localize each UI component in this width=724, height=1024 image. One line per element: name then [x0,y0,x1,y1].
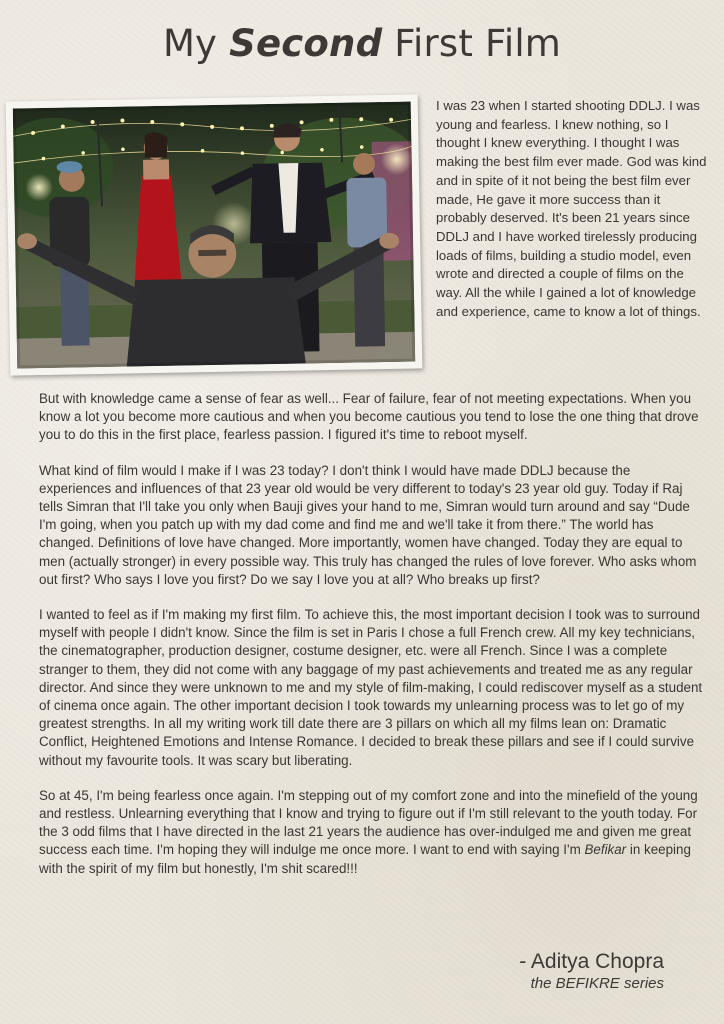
film-still-image [13,102,415,369]
title-emphasis: Second [229,22,383,65]
paragraph-23-today: What kind of film would I make if I was 23 today? I don't think I would have made DDLJ because the experiences and influences of that 23 year old would be very different to today's 23 year old guy. Today if Raj tells Simran that I'll take you only when Bauji gives your hand to me, Simran would turn around and say “Dude I'm going, when you patch up with my dad come and find me and we'll take it from there.” The world has changed. Definitions of love have changed. More importantly, women have changed. Today they are equal to men (actually stronger) in every possible way. This truly has changed the rules of love forever. Who asks whom out first? Who says I love you first? Do we say I love you at all? Who breaks up first? [39,462,697,587]
page-title [0,22,724,65]
film-still-photo [6,94,423,375]
paragraph-fear: But with knowledge came a sense of fear as well... Fear of failure, fear of not meeting expectations. When you know a lot you become more cautious and when you become cautious you tend to lose the one thing that drove you to do this in the first place, fearless passion. I figured it's time to reboot myself. [39,391,699,443]
paragraph-first-film: I wanted to feel as if I'm making my first film. To achieve this, the most important decision I took was to surround myself with people I didn't know. Since the film is set in Paris I chose a full French crew. All my key technicians, the cinematographer, production designer, costume designer, etc. were all French. Since I was a complete stranger to them, they did not come with any baggage of my past achievements and treated me as any regular director. And since they were unknown to me and my style of film-making, I could rediscover myself as a student of cinema once again. The other important decision I took towards my unlearning process was to let go of my greatest strengths. In all my writing work till date there are 3 pillars on which all my films lean on: Dramatic Conflict, Heightened Emotions and Intense Romance. I decided to break these pillars and see if I could survive without my favourite tools. It was scary but liberating. [39,607,703,768]
closing-italic-word: Befikar [584,842,627,858]
article-body [39,390,705,895]
title-pre: My [162,22,218,65]
paragraph-closing [39,787,705,878]
title-post: First Film [394,22,562,65]
author-name: - Aditya Chopra [519,950,664,973]
closing-text-end: in keeping with the spirit of my film but honestly, I'm shit scared!!! [39,842,691,876]
closing-text-start: So at 45, I'm being fearless once again. I'm stepping out of my comfort zone and into the minefield of the young and restless. Unlearning everything that I know and trying to figure out if I'm still relevant to the youth today. For the 3 odd films that I have directed in the last 21 years the audience has over-indulged me and given me great success each time. I'm hoping they will indulge me once more. I want to end with saying I'm [39,787,698,858]
series-name: the BEFIKRE series [530,975,664,992]
signature-block [519,950,664,992]
intro-paragraph: I was 23 when I started shooting DDLJ. I was young and fearless. I knew nothing, so I thought I knew everything. I thought I was making the best film ever made. God was kind and in spite of it not being the best film ever made, He gave it more success than it probably deserved. It's been 21 years since DDLJ and I have worked tirelessly producing loads of films, building a studio model, even wrote and directed a couple of films on the way. All the while I gained a lot of knowledge and experience, came to know a lot of things. [436,98,707,319]
